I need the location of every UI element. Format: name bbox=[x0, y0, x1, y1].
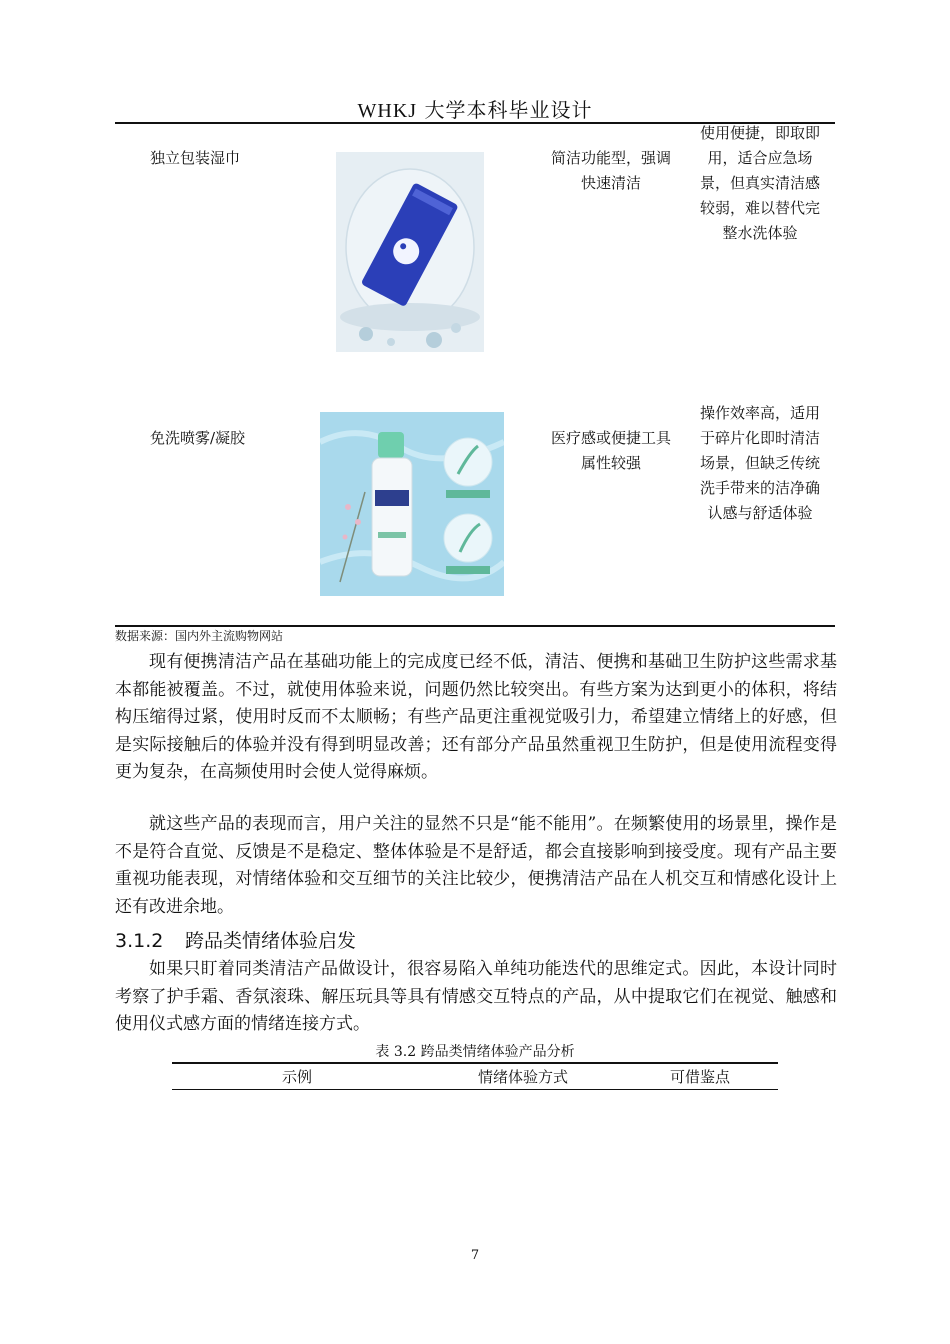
section-title: 跨品类情绪体验启发 bbox=[185, 930, 357, 952]
header-prefix: WHKJ bbox=[357, 100, 418, 122]
table1-row2-name: 免洗喷雾/凝胶 bbox=[150, 429, 246, 447]
section-heading bbox=[115, 926, 356, 953]
page-number: 7 bbox=[470, 1248, 480, 1263]
page-header-title bbox=[0, 94, 950, 123]
table2-top-rule bbox=[172, 1062, 778, 1064]
section-paragraph: 如果只盯着同类清洁产品做设计，很容易陷入单纯功能迭代的思维定式。因此，本设计同时考察了护手霜、香氛滚珠、解压玩具等具有情感交互特点的产品，从中提取它们在视觉、触感和使用仪式感方面的情绪连接方式。 bbox=[115, 959, 837, 1034]
table1-row2-type: 医疗感或便捷工具属性较强 bbox=[550, 429, 671, 472]
spray-product-image bbox=[320, 412, 504, 596]
table2-header-emotion: 情绪体验方式 bbox=[478, 1068, 569, 1086]
table2-header-example: 示例 bbox=[282, 1068, 313, 1086]
section-number: 3.1.2 bbox=[115, 930, 164, 952]
wipes-product-image bbox=[336, 152, 484, 352]
wet-wipes-icon bbox=[336, 152, 484, 352]
table2-caption: 表 3.2 跨品类情绪体验产品分析 bbox=[375, 1044, 575, 1060]
header-title-text: 大学本科毕业设计 bbox=[424, 98, 593, 122]
table1-row1-type: 简洁功能型，强调快速清洁 bbox=[550, 149, 671, 192]
table1-row1-evaluation: 使用便捷，即取即用，适合应急场景，但真实清洁感较弱，难以替代完整水洗体验 bbox=[699, 124, 820, 242]
table2-header-rule bbox=[172, 1089, 778, 1090]
table1-row1-name: 独立包装湿巾 bbox=[150, 149, 241, 167]
table1-source: 数据来源：国内外主流购物网站 bbox=[115, 629, 284, 643]
hand-sanitizer-spray-icon bbox=[320, 412, 504, 596]
body-paragraph-2: 就这些产品的表现而言，用户关注的显然不只是“能不能用”。在频繁使用的场景里，操作是不是符合直觉、反馈是不是稳定、整体体验是不是舒适，都会直接影响到接受度。现有产品主要重视功能表现，对情绪体验和交互细节的关注比较少，便携清洁产品在人机交互和情感化设计上还有改进余地。 bbox=[115, 814, 837, 917]
table1-row2-evaluation: 操作效率高，适用于碎片化即时清洁场景，但缺乏传统洗手带来的洁净确认感与舒适体验 bbox=[699, 404, 820, 522]
table2-header-takeaway: 可借鉴点 bbox=[670, 1068, 731, 1086]
body-paragraph-1: 现有便携清洁产品在基础功能上的完成度已经不低，清洁、便携和基础卫生防护这些需求基本都能被覆盖。不过，就使用体验来说，问题仍然比较突出。有些方案为达到更小的体积，将结构压缩得过紧，使用时反而不太顺畅；有些产品更注重视觉吸引力，希望建立情绪上的好感，但是实际接触后的体验并没有得到明显改善；还有部分产品虽然重视卫生防护，但是使用流程变得更为复杂，在高频使用时会使人觉得麻烦。 bbox=[115, 652, 837, 782]
